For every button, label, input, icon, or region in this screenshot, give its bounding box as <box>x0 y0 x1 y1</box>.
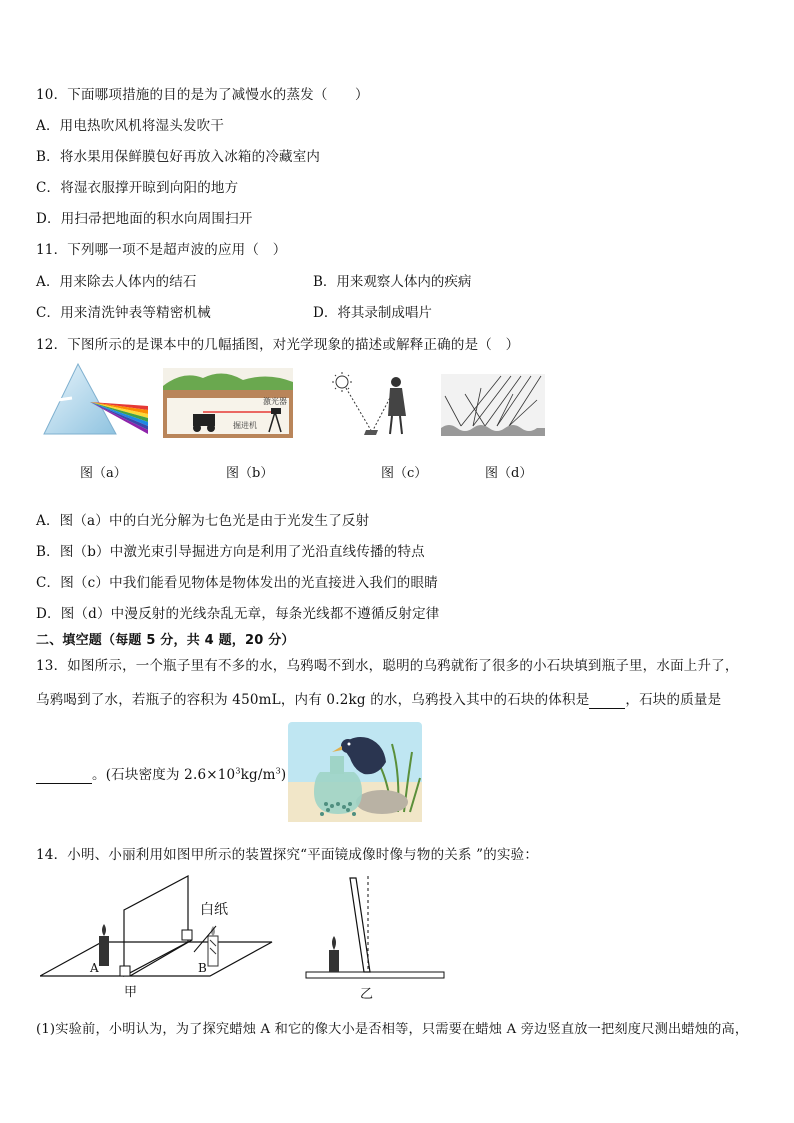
caption-fig-c: 图（c） <box>381 466 428 481</box>
caption-fig-d: 图（d） <box>485 466 533 481</box>
q13-line3-text-b: kg/m <box>240 767 276 783</box>
caption-yi: 乙 <box>360 987 374 1002</box>
q13-line2-text-b: ，石块的质量是 <box>625 692 722 708</box>
q11-option-b: B．用来观察人体内的疾病 <box>313 274 472 290</box>
q12-option-c: C．图（c）中我们能看见物体是物体发出的光直接进入我们的眼睛 <box>36 575 438 591</box>
q13-line3-text-c: ) <box>280 767 287 783</box>
volume-answer-blank[interactable] <box>589 692 625 709</box>
q10-option-a: A．用电热吹风机将湿头发吹干 <box>36 118 225 134</box>
girl-reading-figure <box>330 372 420 440</box>
label-candle-b: B <box>198 961 207 975</box>
mirror-setup-figure-yi <box>304 872 449 1002</box>
q11-option-d: D．将其录制成唱片 <box>313 305 432 321</box>
diffuse-reflection-figure <box>441 374 545 436</box>
q12-option-b: B．图（b）中激光束引导掘进方向是利用了光沿直线传播的特点 <box>36 544 425 560</box>
unit-exponent: 3 <box>275 766 281 776</box>
label-white-paper: 白纸 <box>200 902 228 918</box>
mass-answer-blank[interactable] <box>36 767 92 784</box>
q11-option-a: A．用来除去人体内的结石 <box>36 274 197 290</box>
section-title: 二、填空题（每题 5 分，共 4 题，20 分） <box>36 633 295 648</box>
q11-stem: 11．下列哪一项不是超声波的应用（ ） <box>36 242 287 258</box>
q14-stem: 14．小明、小丽利用如图甲所示的装置探究“平面镜成像时像与物的关系 ”的实验： <box>36 847 539 863</box>
density-exponent: 3 <box>235 766 241 776</box>
q13-line3-text-a: 。(石块密度为 2.6×10 <box>92 767 236 783</box>
q12-option-d: D．图（d）中漫反射的光线杂乱无章，每条光线都不遵循反射定律 <box>36 606 440 622</box>
q10-option-b: B．将水果用保鲜膜包好再放入冰箱的冷藏室内 <box>36 149 321 165</box>
q10-option-c: C．将湿衣服撑开晾到向阳的地方 <box>36 180 239 196</box>
caption-jia: 甲 <box>124 985 138 1000</box>
q13-line2-text-a: 乌鸦喝到了水，若瓶子的容积为 450mL，内有 0.2kg 的水，乌鸦投入其中的石块的体积是 <box>36 692 590 708</box>
caption-fig-a: 图（a） <box>80 466 127 481</box>
q13-line1: 13．如图所示，一个瓶子里有不多的水，乌鸦喝不到水，聪明的乌鸦就衔了很多的小石块填到瓶子里，水面上升了， <box>36 658 739 674</box>
q13-line2 <box>36 688 721 709</box>
crow-figure <box>288 722 422 822</box>
q14-subquestion-1: (1)实验前，小明认为，为了探究蜡烛 A 和它的像大小是否相等，只需要在蜡烛 A 旁边竖直放一把刻度尺测出蜡烛的高， <box>36 1022 749 1037</box>
q12-option-a: A．图（a）中的白光分解为七色光是由于光发生了反射 <box>36 513 370 529</box>
caption-fig-b: 图（b） <box>226 466 274 481</box>
q10-stem: 10．下面哪项措施的目的是为了减慢水的蒸发（ ） <box>36 87 369 103</box>
label-candle-a: A <box>90 961 99 975</box>
prism-figure <box>42 362 150 438</box>
q10-option-d: D．用扫帚把地面的积水向周围扫开 <box>36 211 253 227</box>
tunnel-laser-figure <box>163 368 293 438</box>
laser-label: 激光器 <box>263 397 287 406</box>
q12-stem: 12．下图所示的是课本中的几幅插图，对光学现象的描述或解释正确的是（ ） <box>36 337 520 353</box>
q13-line3 <box>36 763 286 784</box>
machine-label: 掘进机 <box>233 421 257 430</box>
mirror-setup-figure-jia <box>40 870 280 1000</box>
q11-option-c: C．用来清洗钟表等精密机械 <box>36 305 211 321</box>
